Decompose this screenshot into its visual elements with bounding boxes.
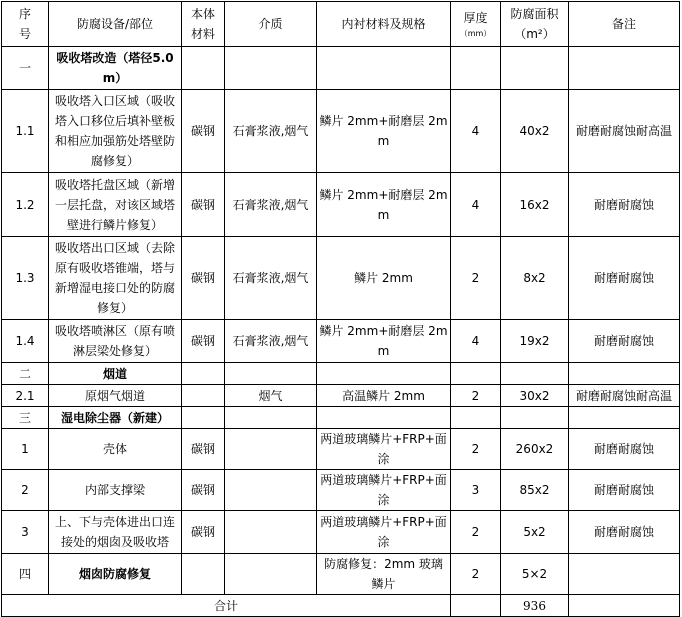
area-cell: 5x2: [501, 511, 569, 554]
remarks-cell: 耐磨耐腐蚀耐高温: [569, 385, 680, 407]
total-label: 合计: [2, 595, 451, 617]
header-medium: 介质: [225, 2, 317, 47]
table-row: [2, 320, 680, 363]
remarks-cell: 耐磨耐腐蚀: [569, 511, 680, 554]
header-equipment: 防腐设备/部位: [49, 2, 182, 47]
thickness-cell: 3: [451, 470, 501, 511]
table-row: [2, 470, 680, 511]
medium-cell: 石膏浆液,烟气: [225, 237, 317, 320]
remarks-cell: 耐磨耐腐蚀: [569, 173, 680, 237]
material-cell: 碳钢: [182, 90, 225, 173]
row-number: 2: [2, 470, 49, 511]
total-value: 936: [501, 595, 569, 617]
equipment-cell: 原烟气烟道: [49, 385, 182, 407]
area-cell: 85x2: [501, 470, 569, 511]
medium-cell: 石膏浆液,烟气: [225, 173, 317, 237]
section-number: 三: [2, 407, 49, 429]
table-row: [2, 429, 680, 470]
section-number: 一: [2, 47, 49, 90]
section-row: [2, 407, 680, 429]
remarks-cell: 耐磨耐腐蚀: [569, 429, 680, 470]
row-number: 2.1: [2, 385, 49, 407]
equipment-cell: 吸收塔出口区域（去除原有吸收塔锥端，塔与新增湿电接口处的防腐修复）: [49, 237, 182, 320]
section-title: 吸收塔改造（塔径5.0m）: [49, 47, 182, 90]
table-row: [2, 511, 680, 554]
row-number: 1.3: [2, 237, 49, 320]
lining-cell: 鳞片 2mm+耐磨层 2mm: [317, 320, 451, 363]
section-title: 烟囱防腐修复: [49, 554, 182, 595]
header-lining: 内衬材料及规格: [317, 2, 451, 47]
row-number: 1.4: [2, 320, 49, 363]
thickness-cell: 4: [451, 90, 501, 173]
lining-cell: 防腐修复：2mm 玻璃鳞片: [317, 554, 451, 595]
section-row: [2, 554, 680, 595]
section-number: 二: [2, 363, 49, 385]
thickness-cell: 4: [451, 173, 501, 237]
equipment-cell: 内部支撑梁: [49, 470, 182, 511]
row-number: 1.2: [2, 173, 49, 237]
row-number: 1.1: [2, 90, 49, 173]
section-row: [2, 363, 680, 385]
lining-cell: 鳞片 2mm: [317, 237, 451, 320]
medium-cell: [225, 429, 317, 470]
lining-cell: 鳞片 2mm+耐磨层 2mm: [317, 173, 451, 237]
header-area: 防腐面积 （m²）: [501, 2, 569, 47]
lining-cell: 两道玻璃鳞片+FRP+面涂: [317, 429, 451, 470]
header-material: 本体 材料: [182, 2, 225, 47]
area-cell: 16x2: [501, 173, 569, 237]
area-cell: 5×2: [501, 554, 569, 595]
table-row: [2, 173, 680, 237]
lining-cell: 两道玻璃鳞片+FRP+面涂: [317, 470, 451, 511]
material-cell: [182, 385, 225, 407]
thickness-cell: 2: [451, 237, 501, 320]
material-cell: 碳钢: [182, 429, 225, 470]
area-cell: 40x2: [501, 90, 569, 173]
medium-cell: [225, 470, 317, 511]
material-cell: 碳钢: [182, 237, 225, 320]
remarks-cell: 耐磨耐腐蚀: [569, 320, 680, 363]
thickness-cell: 2: [451, 385, 501, 407]
row-number: 3: [2, 511, 49, 554]
thickness-cell: 4: [451, 320, 501, 363]
medium-cell: [225, 511, 317, 554]
equipment-cell: 吸收塔托盘区域（新增一层托盘，对该区域塔壁进行鳞片修复）: [49, 173, 182, 237]
section-number: 四: [2, 554, 49, 595]
material-cell: 碳钢: [182, 320, 225, 363]
equipment-cell: 吸收塔入口区域（吸收塔入口移位后填补壁板和相应加强筋处塔壁防腐修复）: [49, 90, 182, 173]
lining-cell: 高温鳞片 2mm: [317, 385, 451, 407]
anticorrosion-table: [1, 1, 680, 617]
area-cell: 30x2: [501, 385, 569, 407]
table-row: [2, 90, 680, 173]
area-cell: 8x2: [501, 237, 569, 320]
header-row: [2, 2, 680, 47]
remarks-cell: 耐磨耐腐蚀: [569, 470, 680, 511]
table-row: [2, 237, 680, 320]
row-number: 1: [2, 429, 49, 470]
material-cell: 碳钢: [182, 511, 225, 554]
equipment-cell: 壳体: [49, 429, 182, 470]
lining-cell: 鳞片 2mm+耐磨层 2mm: [317, 90, 451, 173]
header-remarks: 备注: [569, 2, 680, 47]
section-title: 湿电除尘器（新建）: [49, 407, 182, 429]
thickness-cell: 2: [451, 511, 501, 554]
remarks-cell: 耐磨耐腐蚀: [569, 237, 680, 320]
total-row: [2, 595, 680, 617]
section-row: [2, 47, 680, 90]
header-thickness: 厚度 （mm）: [451, 2, 501, 47]
thickness-cell: 2: [451, 554, 501, 595]
area-cell: 260x2: [501, 429, 569, 470]
equipment-cell: 吸收塔喷淋区（原有喷淋层梁处修复）: [49, 320, 182, 363]
header-index: 序 号: [2, 2, 49, 47]
material-cell: 碳钢: [182, 470, 225, 511]
table-row: [2, 385, 680, 407]
medium-cell: 烟气: [225, 385, 317, 407]
medium-cell: 石膏浆液,烟气: [225, 90, 317, 173]
section-title: 烟道: [49, 363, 182, 385]
medium-cell: 石膏浆液,烟气: [225, 320, 317, 363]
area-cell: 19x2: [501, 320, 569, 363]
thickness-cell: 2: [451, 429, 501, 470]
remarks-cell: 耐磨耐腐蚀耐高温: [569, 90, 680, 173]
material-cell: 碳钢: [182, 173, 225, 237]
lining-cell: 两道玻璃鳞片+FRP+面涂: [317, 511, 451, 554]
equipment-cell: 上、下与壳体进出口连接处的烟囱及吸收塔: [49, 511, 182, 554]
